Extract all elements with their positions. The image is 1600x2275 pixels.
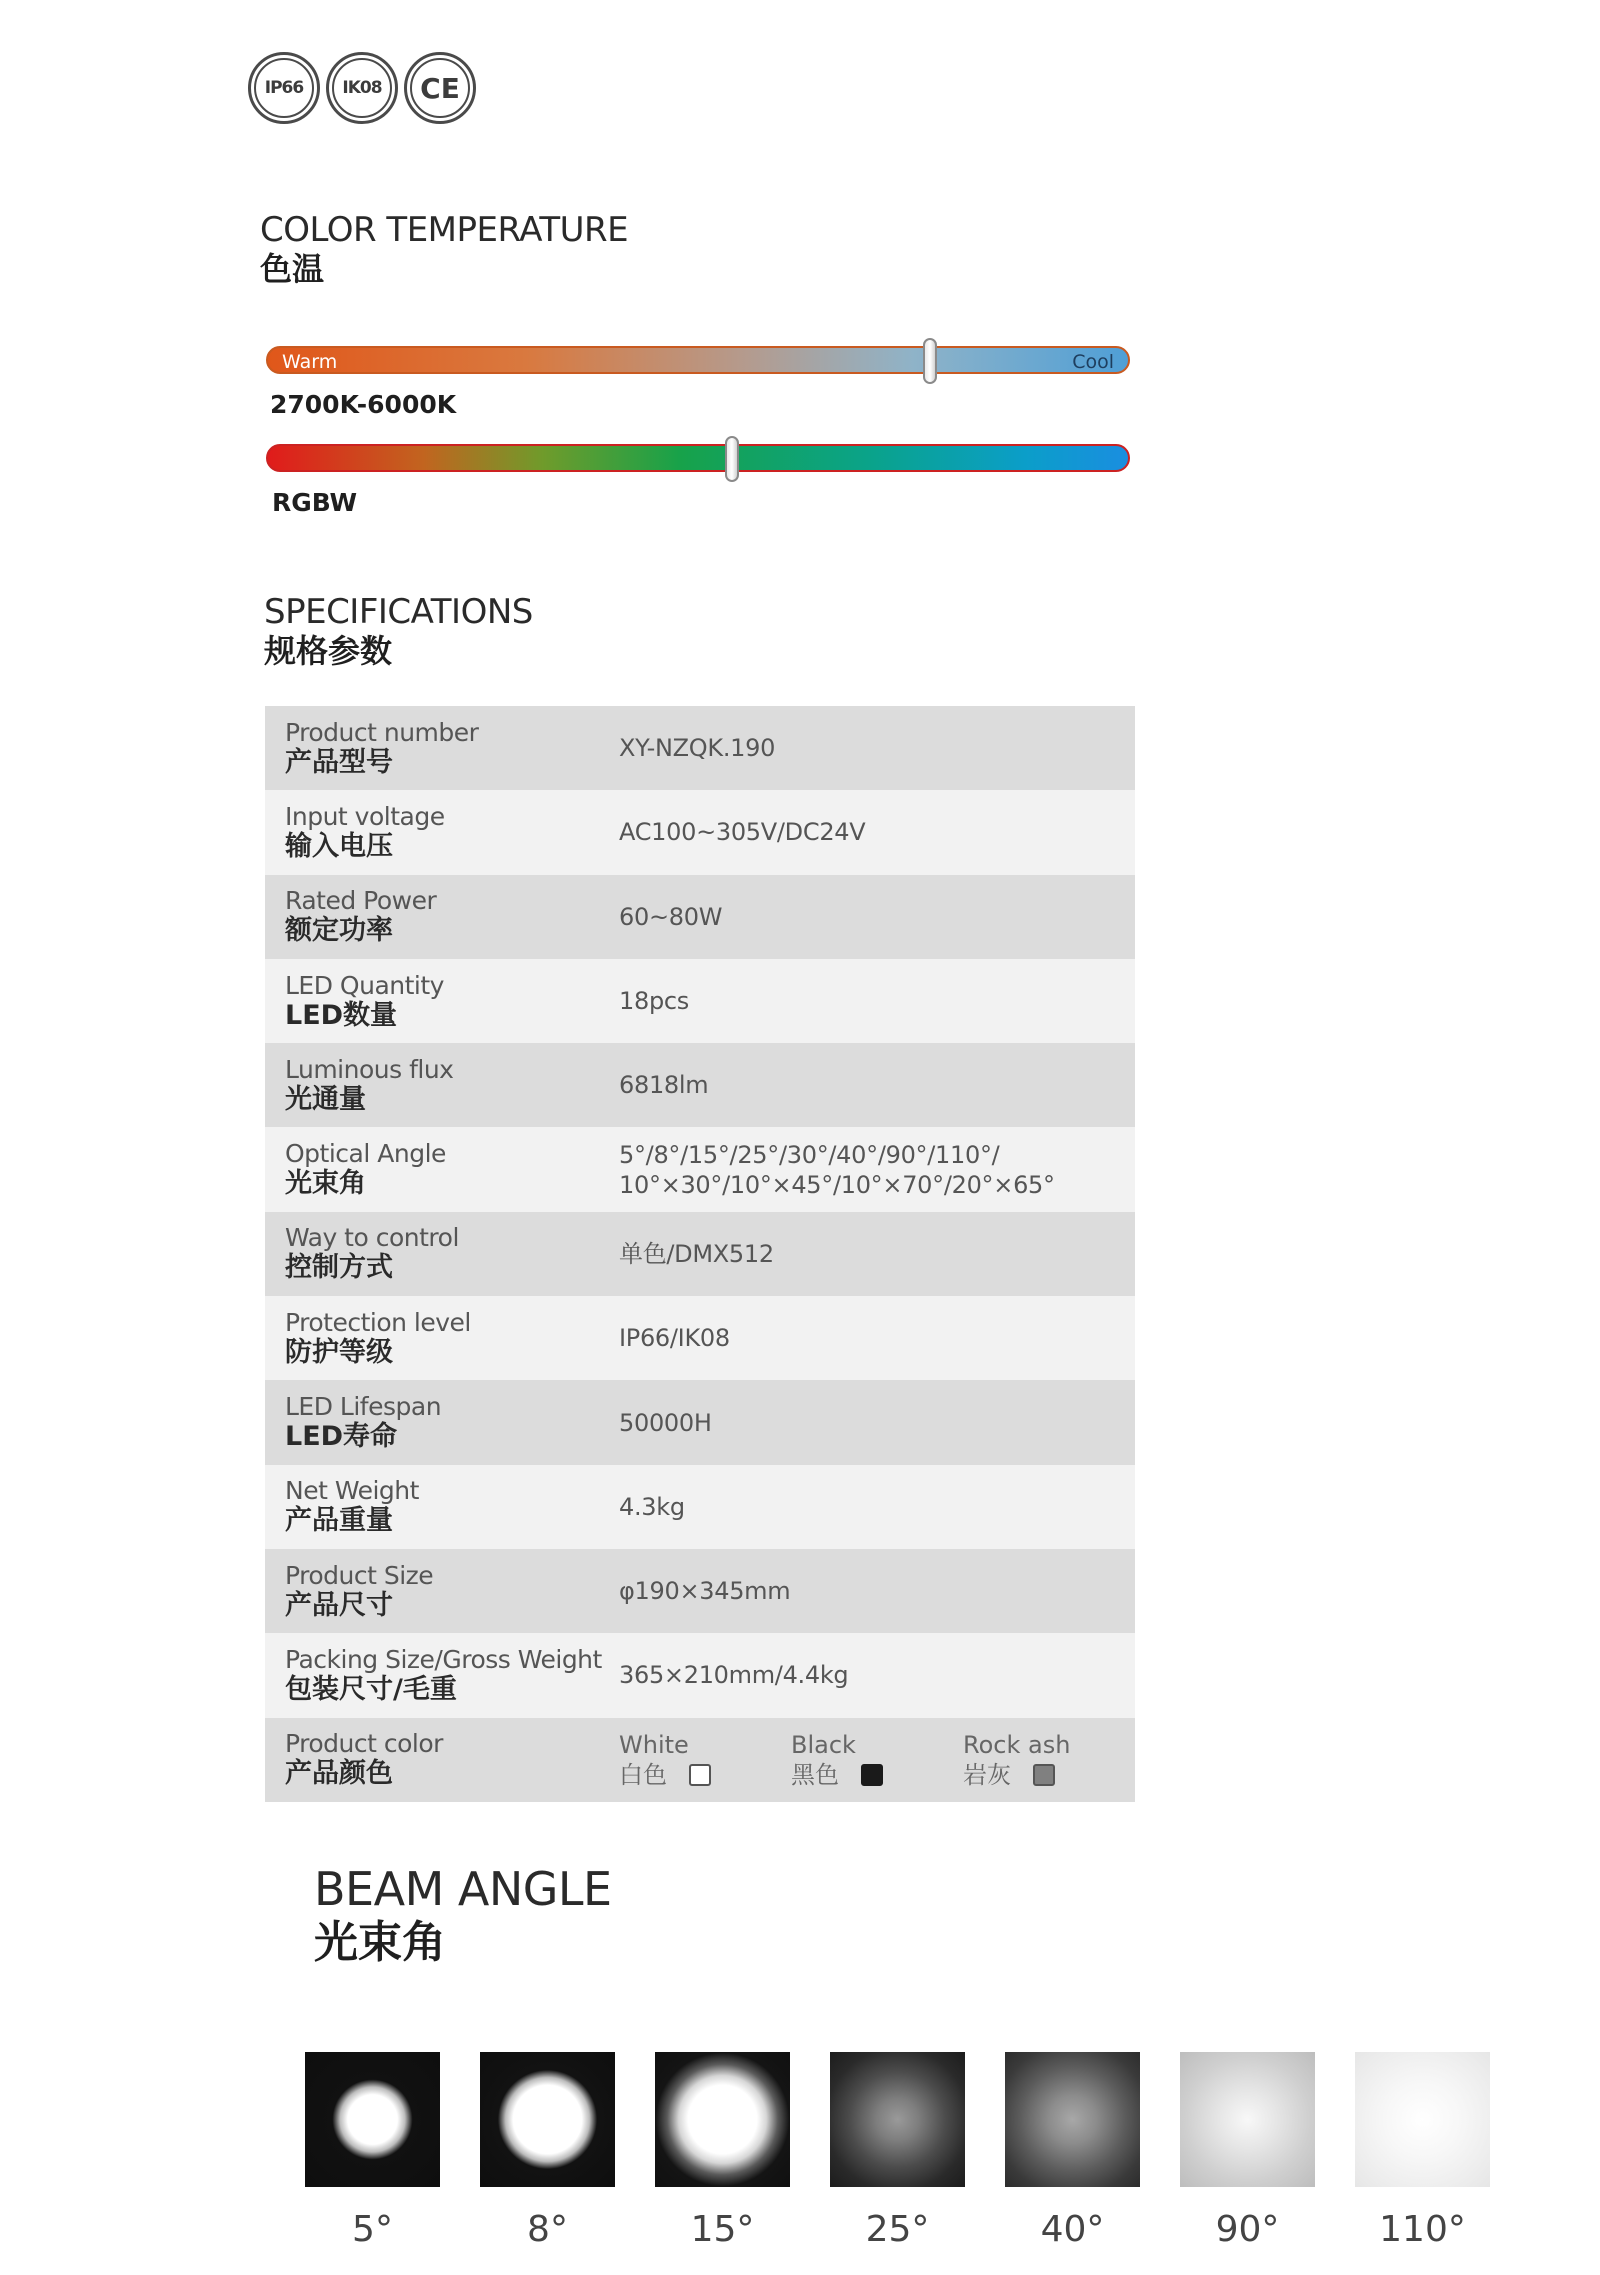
black-swatch[interactable] <box>861 1764 883 1786</box>
beam-angle-title-en: BEAM ANGLE <box>314 1862 612 1916</box>
beam-angle-samples <box>305 2052 1490 2250</box>
spec-label-zh: 产品重量 <box>285 1505 393 1537</box>
cct-slider-handle[interactable] <box>923 338 937 384</box>
spec-label-en: Luminous flux <box>285 1054 454 1084</box>
certification-badges <box>248 52 476 124</box>
ik08-badge-icon <box>326 52 398 124</box>
beam-angle-label: 90° <box>1215 2209 1280 2250</box>
spec-value-line-2: 10°×30°/10°×45°/10°×70°/20°×65° <box>619 1170 1055 1199</box>
color-option-rock-ash[interactable] <box>963 1730 1135 1790</box>
beam-angle-label: 15° <box>690 2209 755 2250</box>
ce-mark-label: CE <box>410 58 470 118</box>
spec-label-zh: 产品尺寸 <box>285 1589 393 1621</box>
color-option-white[interactable] <box>619 1730 791 1790</box>
spec-label-en: Net Weight <box>285 1476 419 1506</box>
color-temperature-title-zh: 色温 <box>260 250 325 288</box>
spec-value: φ190×345mm <box>619 1577 791 1606</box>
cct-slider-track[interactable] <box>266 346 1130 374</box>
spec-value: 365×210mm/4.4kg <box>619 1661 849 1690</box>
color-option-label-en: Black <box>791 1730 856 1759</box>
specifications-title-en: SPECIFICATIONS <box>264 592 533 632</box>
spec-value: 单色/DMX512 <box>619 1239 774 1268</box>
rock-ash-swatch[interactable] <box>1033 1764 1055 1786</box>
spec-value <box>619 1140 1135 1200</box>
beam-spot-image <box>1180 2052 1315 2187</box>
spec-label-en: Rated Power <box>285 886 437 916</box>
spec-row-protection-level <box>265 1296 1135 1380</box>
color-temperature-heading <box>260 210 628 288</box>
spec-row-packing-size <box>265 1633 1135 1717</box>
beam-spot-image <box>1355 2052 1490 2187</box>
beam-spot-image <box>830 2052 965 2187</box>
spec-value: 18pcs <box>619 987 689 1016</box>
beam-sample-5 <box>305 2052 440 2250</box>
spec-row-net-weight <box>265 1465 1135 1549</box>
beam-angle-label: 5° <box>352 2209 393 2250</box>
color-temperature-title-en: COLOR TEMPERATURE <box>260 210 629 250</box>
beam-angle-title-zh: 光束角 <box>314 1917 446 1968</box>
spec-value: 4.3kg <box>619 1492 685 1521</box>
spec-value: 60~80W <box>619 902 723 931</box>
color-option-label-zh: 黑色 <box>791 1760 839 1789</box>
ce-mark-icon <box>404 52 476 124</box>
beam-sample-15 <box>655 2052 790 2250</box>
ik08-badge-label: IK08 <box>332 58 392 118</box>
spec-label-zh: 产品型号 <box>285 746 393 778</box>
spec-row-product-size <box>265 1549 1135 1633</box>
spec-row-led-lifespan <box>265 1380 1135 1464</box>
beam-angle-label: 8° <box>527 2209 568 2250</box>
spec-label-zh: 光束角 <box>285 1168 366 1200</box>
spec-value: 50000H <box>619 1408 712 1437</box>
color-options <box>619 1730 1135 1790</box>
spec-row-product-number <box>265 706 1135 790</box>
spec-label-zh: 防护等级 <box>285 1336 393 1368</box>
beam-sample-8 <box>480 2052 615 2250</box>
spec-row-led-quantity <box>265 959 1135 1043</box>
color-option-label-zh: 岩灰 <box>963 1760 1011 1789</box>
spec-label-en: LED Quantity <box>285 970 444 1000</box>
cct-warm-label: Warm <box>282 351 338 373</box>
spec-row-optical-angle <box>265 1127 1135 1211</box>
beam-spot-image <box>1005 2052 1140 2187</box>
spec-label-zh: 输入电压 <box>285 830 393 862</box>
spec-label-en: Optical Angle <box>285 1139 446 1169</box>
specifications-title-zh: 规格参数 <box>264 632 393 670</box>
spec-row-rated-power <box>265 875 1135 959</box>
spec-label-en: Packing Size/Gross Weight <box>285 1644 602 1674</box>
beam-angle-label: 25° <box>865 2209 930 2250</box>
color-option-label-en: White <box>619 1730 689 1759</box>
spec-row-product-color <box>265 1718 1135 1802</box>
beam-sample-25 <box>830 2052 965 2250</box>
white-swatch[interactable] <box>689 1764 711 1786</box>
beam-sample-110 <box>1355 2052 1490 2250</box>
beam-angle-heading <box>314 1862 612 1970</box>
spec-value: XY-NZQK.190 <box>619 734 776 763</box>
spec-label-en: Way to control <box>285 1223 459 1253</box>
ip66-badge-icon <box>248 52 320 124</box>
spec-label-zh: LED数量 <box>285 999 398 1031</box>
spec-label-zh: 产品颜色 <box>285 1758 393 1790</box>
spec-label-zh: 额定功率 <box>285 915 393 947</box>
rgbw-caption: RGBW <box>272 488 358 517</box>
spec-value-line-1: 5°/8°/15°/25°/30°/40°/90°/110°/ <box>619 1140 1000 1169</box>
color-option-label-en: Rock ash <box>963 1730 1071 1759</box>
spec-label-zh: 控制方式 <box>285 1252 393 1284</box>
color-option-label-zh: 白色 <box>619 1760 667 1789</box>
spec-row-luminous-flux <box>265 1043 1135 1127</box>
spec-label-en: Product number <box>285 717 479 747</box>
cct-range-caption: 2700K-6000K <box>270 390 457 419</box>
rgbw-slider-track[interactable] <box>266 444 1130 472</box>
beam-spot-image <box>480 2052 615 2187</box>
spec-label-en: Product color <box>285 1729 443 1759</box>
color-option-black[interactable] <box>791 1730 963 1790</box>
spec-label-zh: 包装尺寸/毛重 <box>285 1673 457 1705</box>
beam-spot-image <box>655 2052 790 2187</box>
spec-value: 6818lm <box>619 1071 709 1100</box>
spec-row-input-voltage <box>265 790 1135 874</box>
rgbw-slider-handle[interactable] <box>725 436 739 482</box>
beam-sample-40 <box>1005 2052 1140 2250</box>
beam-spot-image <box>305 2052 440 2187</box>
beam-angle-label: 40° <box>1040 2209 1105 2250</box>
spec-label-en: LED Lifespan <box>285 1392 442 1422</box>
spec-value: AC100~305V/DC24V <box>619 818 866 847</box>
ip66-badge-label: IP66 <box>254 58 314 118</box>
spec-label-en: Product Size <box>285 1560 434 1590</box>
spec-label-zh: 光通量 <box>285 1083 366 1115</box>
specifications-heading <box>264 592 533 670</box>
beam-sample-90 <box>1180 2052 1315 2250</box>
beam-angle-label: 110° <box>1379 2209 1466 2250</box>
spec-value: IP66/IK08 <box>619 1324 730 1353</box>
spec-label-en: Protection level <box>285 1307 471 1337</box>
cct-cool-label: Cool <box>1072 351 1114 373</box>
spec-row-way-to-control <box>265 1212 1135 1296</box>
spec-label-zh: LED寿命 <box>285 1421 398 1453</box>
specifications-table <box>265 706 1135 1802</box>
spec-label-en: Input voltage <box>285 801 445 831</box>
